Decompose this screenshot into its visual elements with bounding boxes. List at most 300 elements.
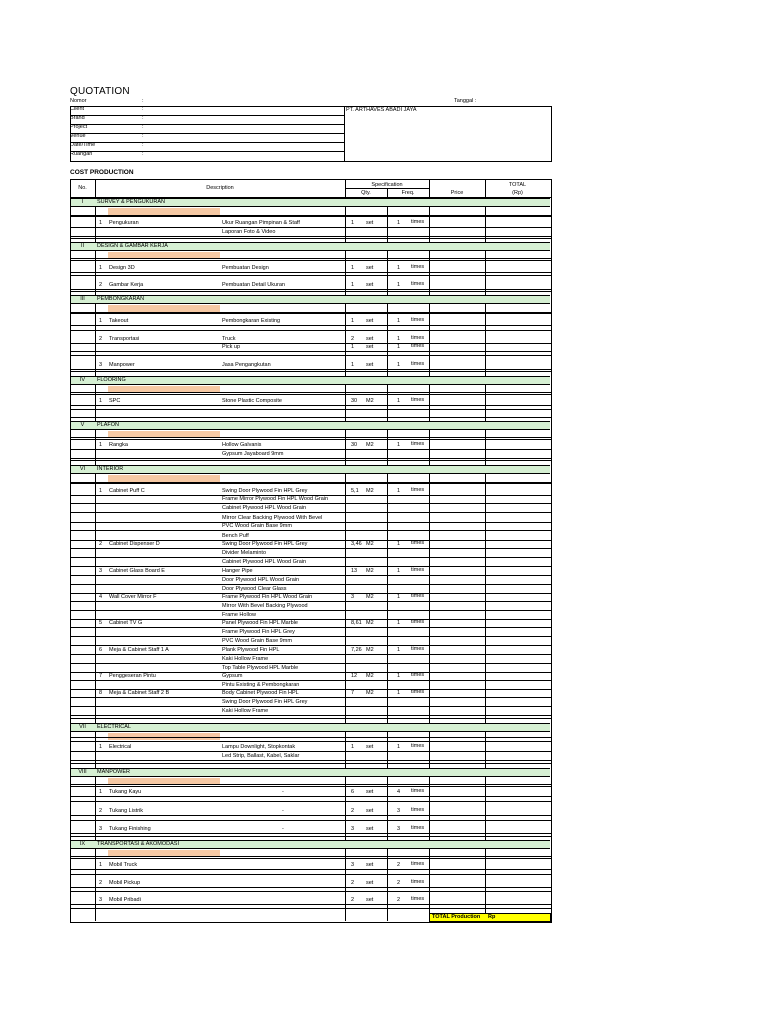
section-name: SURVEY & PENGUKURAN xyxy=(97,199,165,205)
item-number: 3 xyxy=(99,897,103,903)
header-label-client: Client xyxy=(70,106,85,112)
item-freq: 1 xyxy=(397,336,401,342)
item-unit: M2 xyxy=(366,568,374,574)
section-subhead-fill xyxy=(108,208,220,215)
item-freq: 1 xyxy=(397,488,401,494)
item-number: 6 xyxy=(99,647,103,653)
row-line xyxy=(70,449,551,450)
item-freq-unit: times xyxy=(411,281,425,287)
row-line xyxy=(70,874,551,875)
item-qty: 8,61 xyxy=(351,620,362,626)
item-description: Gypsum Jayaboard 9mm xyxy=(222,451,284,457)
item-number: 1 xyxy=(99,318,103,324)
row-line xyxy=(70,260,551,261)
col-header-specification: Specification xyxy=(371,182,403,188)
item-number: 1 xyxy=(99,862,103,868)
item-description: Jasa Pengangkutan xyxy=(222,362,271,368)
item-freq: 1 xyxy=(397,362,401,368)
item-freq: 4 xyxy=(397,789,401,795)
item-qty: 7 xyxy=(351,690,355,696)
section-number: VII xyxy=(79,724,86,730)
item-qty: 3 xyxy=(351,594,355,600)
item-number: 1 xyxy=(99,744,103,750)
item-name: Electrical xyxy=(109,744,132,750)
header-colon: : xyxy=(142,98,144,104)
row-line xyxy=(70,833,551,834)
item-freq: 1 xyxy=(397,541,401,547)
item-unit: M2 xyxy=(366,620,374,626)
item-description: Swing Door Plywood Fin HPL Grey xyxy=(222,699,308,705)
row-line xyxy=(70,575,551,576)
item-qty: 30 xyxy=(351,442,358,448)
item-qty: 2 xyxy=(351,880,355,886)
section-number: VIII xyxy=(78,769,87,775)
item-freq: 1 xyxy=(397,265,401,271)
item-description: Mirror With Bevel Backing Plywood xyxy=(222,603,308,609)
item-description: Gypsum xyxy=(222,673,243,679)
item-description: Mirror Clear Backing Plywood With Bevel xyxy=(222,515,323,521)
item-unit: M2 xyxy=(366,673,374,679)
cost-production-title: COST PRODUCTION xyxy=(70,169,134,176)
row-line xyxy=(70,355,551,356)
row-line xyxy=(70,460,551,461)
section-name: PEMBONGKARAN xyxy=(97,296,145,302)
item-description: Door Plywood Clear Glass xyxy=(222,586,287,592)
item-name: Penggeseran Pintu xyxy=(109,673,156,679)
item-qty: 1 xyxy=(351,265,355,271)
header-label-datetime: Date/Time xyxy=(70,142,96,148)
col-header-total: TOTAL xyxy=(508,182,527,188)
item-description: - xyxy=(282,808,284,814)
section-name: DESIGN & GAMBAR KERJA xyxy=(97,243,168,249)
row-line xyxy=(70,891,551,892)
row-line xyxy=(70,627,551,628)
item-number: 5 xyxy=(99,620,103,626)
row-line xyxy=(70,869,551,870)
header-row-line xyxy=(70,151,344,152)
item-description: Swing Door Plywood Fin HPL Grey xyxy=(222,541,308,547)
header-colon: : xyxy=(142,151,144,157)
item-name: Mobil Pribadi xyxy=(109,897,141,903)
item-name: Tukang Finishing xyxy=(109,826,151,832)
header-label-project: Project xyxy=(70,124,88,130)
row-line xyxy=(70,584,551,585)
header-colon: : xyxy=(142,133,144,139)
row-line xyxy=(70,530,551,531)
row-line xyxy=(70,483,551,484)
item-qty: 5,1 xyxy=(351,488,359,494)
item-name: Tukang Listrik xyxy=(109,808,144,814)
header-divider xyxy=(344,106,345,161)
item-freq: 1 xyxy=(397,344,401,350)
row-line xyxy=(70,437,551,438)
section-number: II xyxy=(80,243,85,249)
section-name: PLAFON xyxy=(97,422,120,428)
document-title: QUOTATION xyxy=(70,86,130,97)
item-freq: 1 xyxy=(397,744,401,750)
row-line xyxy=(70,458,551,459)
item-qty: 2 xyxy=(351,336,355,342)
col-header-qty: Qty. xyxy=(361,190,371,196)
section-name: TRANSPORTASI & AKOMODASI xyxy=(97,841,180,847)
row-line xyxy=(70,697,551,698)
item-unit: M2 xyxy=(366,594,374,600)
item-description: Hollow Galvanis xyxy=(222,442,262,448)
header-label-brand: Brand xyxy=(70,115,85,121)
item-qty: 3,46 xyxy=(351,541,362,547)
item-name: Wall Cover Mirror F xyxy=(109,594,157,600)
header-colon: : xyxy=(142,124,144,130)
item-freq: 1 xyxy=(397,398,401,404)
row-line xyxy=(70,751,551,752)
section-number: III xyxy=(80,296,85,302)
item-description: Lampu Downlight, Stopkontak xyxy=(222,744,296,750)
item-description: Kaki Hollow Frame xyxy=(222,656,269,662)
item-freq: 1 xyxy=(397,442,401,448)
item-description: Truck xyxy=(222,336,236,342)
row-line xyxy=(70,786,551,787)
item-description: PVC Wood Grain Base 9mm xyxy=(222,638,292,644)
item-name: Gambar Kerja xyxy=(109,282,144,288)
item-freq: 1 xyxy=(397,220,401,226)
row-line xyxy=(70,258,551,259)
item-freq-unit: times xyxy=(411,335,425,341)
row-line xyxy=(70,680,551,681)
section-band xyxy=(71,465,550,474)
item-description: Bench Puff xyxy=(222,533,249,539)
item-description: Top Table Plywood HPL Marble xyxy=(222,665,299,671)
item-description: Frame Plywood Fin HPL Wood Grain xyxy=(222,594,313,600)
item-number: 2 xyxy=(99,282,103,288)
section-number: VI xyxy=(79,466,86,472)
item-name: Rangka xyxy=(109,442,128,448)
item-qty: 6 xyxy=(351,789,355,795)
item-freq-unit: times xyxy=(411,619,425,625)
header-label-venue: Venue xyxy=(70,133,86,139)
item-number: 2 xyxy=(99,880,103,886)
item-freq-unit: times xyxy=(411,807,425,813)
item-number: 1 xyxy=(99,265,103,271)
item-description: Pembuatan Design xyxy=(222,265,269,271)
item-freq-unit: times xyxy=(411,861,425,867)
section-band xyxy=(71,421,550,430)
item-freq: 1 xyxy=(397,318,401,324)
row-line xyxy=(70,654,551,655)
item-unit: set xyxy=(366,282,374,288)
item-freq-unit: times xyxy=(411,646,425,652)
item-freq: 2 xyxy=(397,862,401,868)
row-line xyxy=(70,763,551,764)
item-freq-unit: times xyxy=(411,343,425,349)
item-freq-unit: times xyxy=(411,361,425,367)
item-description: Door Plywood HPL Wood Grain xyxy=(222,577,300,583)
item-unit: set xyxy=(366,808,374,814)
section-number: I xyxy=(81,199,84,205)
section-name: INTERIOR xyxy=(97,466,124,472)
item-description: Cabinet Plywood HPL Wood Grain xyxy=(222,559,307,565)
item-freq-unit: times xyxy=(411,825,425,831)
item-freq-unit: times xyxy=(411,397,425,403)
row-line xyxy=(70,741,551,742)
row-line xyxy=(70,522,551,523)
row-line xyxy=(70,371,551,372)
item-freq: 1 xyxy=(397,647,401,653)
item-name: Design 3D xyxy=(109,265,135,271)
item-freq-unit: times xyxy=(411,264,425,270)
header-colon: : xyxy=(142,115,144,121)
item-name: Mobil Truck xyxy=(109,862,138,868)
row-line xyxy=(70,856,551,857)
item-freq: 1 xyxy=(397,568,401,574)
row-line xyxy=(70,557,551,558)
item-number: 2 xyxy=(99,336,103,342)
row-line xyxy=(70,820,551,821)
item-description: Cabinet Plywood HPL Wood Grain xyxy=(222,505,307,511)
item-unit: M2 xyxy=(366,647,374,653)
item-freq-unit: times xyxy=(411,540,425,546)
row-line xyxy=(70,801,551,802)
row-line xyxy=(70,369,551,370)
item-description: Pintu Existing & Pembongkaran xyxy=(222,682,300,688)
item-unit: set xyxy=(366,897,374,903)
row-line xyxy=(70,238,551,239)
item-number: 3 xyxy=(99,826,103,832)
item-unit: set xyxy=(366,880,374,886)
item-number: 1 xyxy=(99,488,103,494)
row-line xyxy=(70,887,551,888)
item-description: Swing Door Plywood Fin HPL Grey xyxy=(222,488,308,494)
item-number: 7 xyxy=(99,673,103,679)
item-number: 2 xyxy=(99,541,103,547)
item-number: 1 xyxy=(99,220,103,226)
row-line xyxy=(70,815,551,816)
item-qty: 13 xyxy=(351,568,358,574)
header-colon: : xyxy=(142,142,144,148)
item-name: Takeout xyxy=(109,318,129,324)
item-unit: M2 xyxy=(366,488,374,494)
item-description: Led Strip, Ballast, Kabel, Saklar xyxy=(222,753,300,759)
header-row-line xyxy=(70,133,344,134)
row-line xyxy=(70,858,551,859)
item-name: Cabinet Glass Board E xyxy=(109,568,165,574)
row-line xyxy=(70,313,551,314)
row-line xyxy=(70,636,551,637)
row-line xyxy=(70,512,551,513)
header-row-line xyxy=(70,142,344,143)
item-freq: 2 xyxy=(397,880,401,886)
item-freq-unit: times xyxy=(411,487,425,493)
item-freq-unit: times xyxy=(411,672,425,678)
item-number: 2 xyxy=(99,808,103,814)
row-line xyxy=(70,601,551,602)
row-line xyxy=(70,312,551,313)
item-unit: set xyxy=(366,318,374,324)
item-name: Meja & Cabinet Staff 1 A xyxy=(109,647,169,653)
item-freq-unit: times xyxy=(411,441,425,447)
item-name: SPC xyxy=(109,398,121,404)
item-unit: set xyxy=(366,862,374,868)
item-name: Transportasi xyxy=(109,336,140,342)
row-line xyxy=(70,351,551,352)
row-line xyxy=(70,215,551,216)
item-description: Ukur Ruangan Pimpinan & Staff xyxy=(222,220,300,226)
item-name: Manpower xyxy=(109,362,135,368)
row-line xyxy=(70,548,551,549)
row-line xyxy=(70,289,551,290)
item-qty: 2 xyxy=(351,808,355,814)
item-name: Pengukuran xyxy=(109,220,139,226)
row-line xyxy=(70,908,551,909)
item-number: 3 xyxy=(99,362,103,368)
item-freq-unit: times xyxy=(411,317,425,323)
item-qty: 30 xyxy=(351,398,358,404)
total-currency: Rp xyxy=(488,914,496,920)
section-band xyxy=(71,723,550,732)
row-line xyxy=(70,718,551,719)
row-line xyxy=(70,325,551,326)
item-description: Stone Plastic Composite xyxy=(222,398,282,404)
item-number: 8 xyxy=(99,690,103,696)
header-row-line xyxy=(70,115,344,116)
item-freq-unit: times xyxy=(411,689,425,695)
item-freq: 1 xyxy=(397,620,401,626)
item-freq-unit: times xyxy=(411,567,425,573)
section-band xyxy=(71,376,550,385)
item-name: Tukang Kayu xyxy=(109,789,142,795)
item-description: - xyxy=(282,826,284,832)
item-description: Divider Melaminto xyxy=(222,550,267,556)
section-name: MANPOWER xyxy=(97,769,130,775)
item-qty: 1 xyxy=(351,282,355,288)
header-colon: : xyxy=(142,106,144,112)
item-number: 1 xyxy=(99,789,103,795)
item-unit: set xyxy=(366,336,374,342)
item-freq: 1 xyxy=(397,673,401,679)
row-line xyxy=(70,392,551,393)
header-row-line xyxy=(70,124,344,125)
section-name: ELECTRICAL xyxy=(97,724,131,730)
item-description: Plank Plywood Fin HPL xyxy=(222,647,280,653)
item-qty: 1 xyxy=(351,220,355,226)
row-line xyxy=(70,904,551,905)
row-line xyxy=(70,417,551,418)
item-unit: M2 xyxy=(366,690,374,696)
item-number: 1 xyxy=(99,442,103,448)
item-freq: 3 xyxy=(397,808,401,814)
item-name: Cabinet TV G xyxy=(109,620,143,626)
total-production-cell xyxy=(429,913,551,922)
item-freq: 1 xyxy=(397,282,401,288)
item-freq-unit: times xyxy=(411,593,425,599)
item-qty: 1 xyxy=(351,362,355,368)
item-qty: 1 xyxy=(351,744,355,750)
row-line xyxy=(70,343,551,344)
item-unit: set xyxy=(366,744,374,750)
item-unit: set xyxy=(366,344,374,350)
row-line xyxy=(70,272,551,273)
tanggal-label: Tanggal : xyxy=(454,98,477,104)
row-line xyxy=(70,706,551,707)
item-name: Cabinet Dispenser D xyxy=(109,541,160,547)
col-header-freq: Freq. xyxy=(401,190,415,196)
row-line xyxy=(70,715,551,716)
row-line xyxy=(70,796,551,797)
company-name: PT. ARTHAVES ABADI JAYA xyxy=(346,107,417,113)
item-freq: 3 xyxy=(397,826,401,832)
header-label-ruangan: Ruangan xyxy=(70,151,93,157)
col-header-description: Description xyxy=(206,185,234,191)
item-description: Pick up xyxy=(222,344,241,350)
item-qty: 1 xyxy=(351,344,355,350)
item-qty: 1 xyxy=(351,318,355,324)
item-description: Laporan Foto & Video xyxy=(222,229,276,235)
item-unit: set xyxy=(366,265,374,271)
item-unit: M2 xyxy=(366,541,374,547)
item-number: 3 xyxy=(99,568,103,574)
item-description: Hanger Pipe xyxy=(222,568,253,574)
item-freq-unit: times xyxy=(411,743,425,749)
item-freq: 1 xyxy=(397,594,401,600)
row-line xyxy=(70,439,551,440)
item-freq: 1 xyxy=(397,690,401,696)
item-unit: set xyxy=(366,220,374,226)
col-header-total-unit: (Rp) xyxy=(512,190,523,196)
item-freq-unit: times xyxy=(411,896,425,902)
item-qty: 2 xyxy=(351,897,355,903)
item-unit: M2 xyxy=(366,442,374,448)
item-freq-unit: times xyxy=(411,788,425,794)
section-band xyxy=(71,768,550,777)
item-description: Kaki Hollow Frame xyxy=(222,708,269,714)
item-qty: 3 xyxy=(351,862,355,868)
item-description: PVC Wood Grain Base 9mm xyxy=(222,523,292,529)
row-line xyxy=(70,409,551,410)
item-freq: 2 xyxy=(397,897,401,903)
item-name: Meja & Cabinet Staff 2 B xyxy=(109,690,170,696)
row-line xyxy=(70,610,551,611)
item-freq-unit: times xyxy=(411,879,425,885)
row-line xyxy=(70,645,551,646)
row-line xyxy=(70,275,551,276)
row-line xyxy=(70,236,551,237)
item-description: - xyxy=(282,789,284,795)
total-label: TOTAL Production xyxy=(432,914,481,920)
section-name: FLOORING xyxy=(97,377,126,383)
section-number: IV xyxy=(79,377,86,383)
item-description: Frame Hollow xyxy=(222,612,256,618)
item-unit: set xyxy=(366,789,374,795)
row-line xyxy=(70,394,551,395)
item-description: Body Cabinet Plywood Fin HPL xyxy=(222,690,299,696)
item-unit: set xyxy=(366,826,374,832)
header-label-nomor: Nomor xyxy=(70,98,87,104)
row-line xyxy=(70,291,551,292)
row-line xyxy=(70,836,551,837)
item-unit: M2 xyxy=(366,398,374,404)
col-header-price: Price xyxy=(450,190,464,196)
item-qty: 3 xyxy=(351,826,355,832)
item-description: Panel Plywood Fin HPL Marble xyxy=(222,620,298,626)
row-line xyxy=(70,482,551,483)
item-unit: set xyxy=(366,362,374,368)
item-description: Frame Mirror Plywood Fin HPL Wood Grain xyxy=(222,496,329,502)
item-qty: 12 xyxy=(351,673,358,679)
item-description: Pembongkaran Existing xyxy=(222,318,281,324)
row-line xyxy=(70,737,551,738)
item-description: Pembuatan Detail Ukuran xyxy=(222,282,285,288)
section-number: IX xyxy=(79,841,86,847)
section-subhead-fill xyxy=(108,475,220,482)
